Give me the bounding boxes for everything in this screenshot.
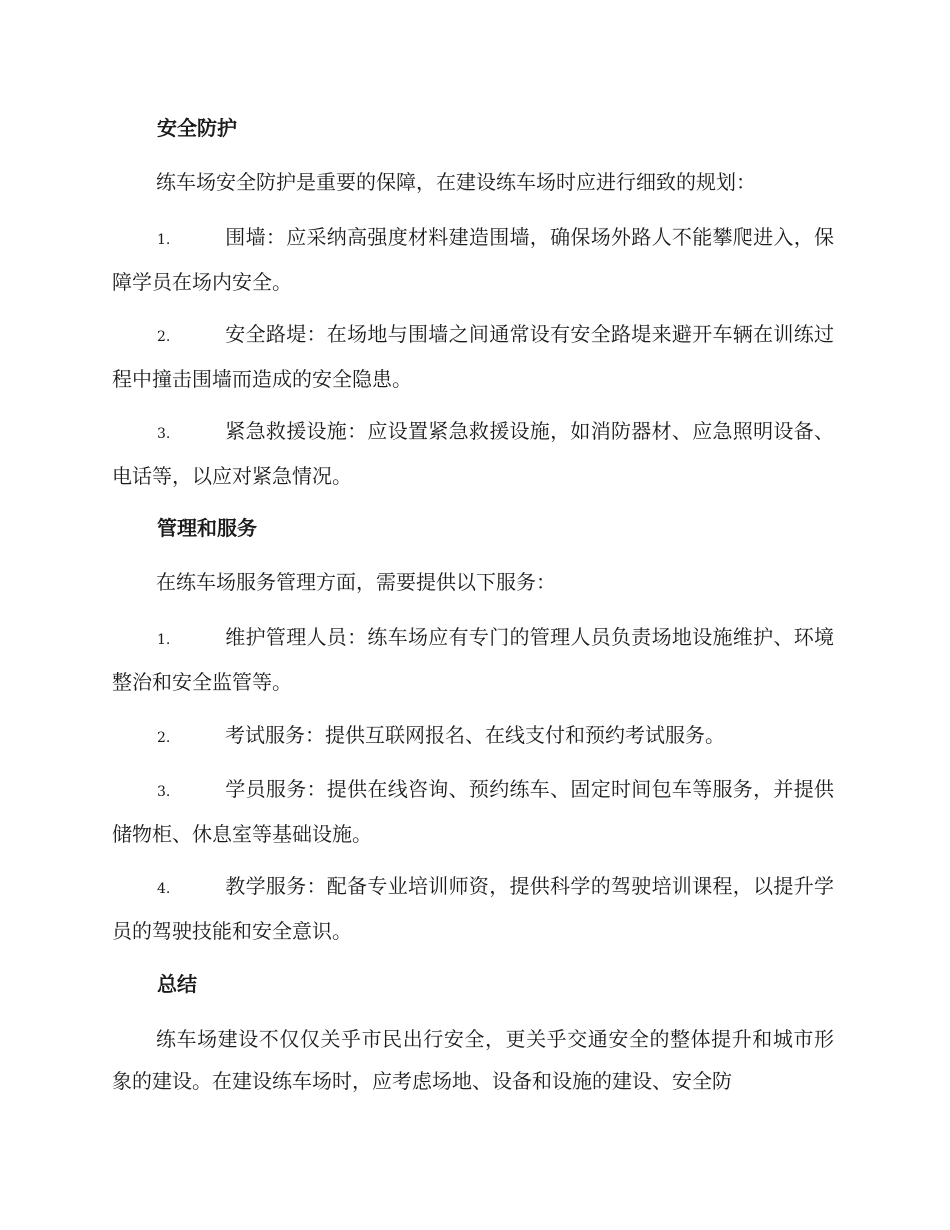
list-item-text: 围墙：应采纳高强度材料建造围墙，确保场外路人不能攀爬进入，保障学员在场内安全。 (112, 225, 834, 294)
list-item-text: 教学服务：配备专业培训师资，提供科学的驾驶培训课程，以提升学员的驾驶技能和安全意识。 (112, 874, 834, 943)
list-item-text: 考试服务：提供互联网报名、在线支付和预约考试服务。 (225, 723, 725, 747)
service-list-item (112, 768, 834, 855)
safety-list-item (112, 410, 834, 497)
service-list-item (112, 714, 834, 759)
list-item-text: 安全路堤：在场地与围墙之间通常设有安全路堤来避开车辆在训练过程中撞击围墙而造成的安全隐患。 (112, 322, 834, 391)
list-item-text: 紧急救援设施：应设置紧急救援设施，如消防器材、应急照明设备、电话等，以应对紧急情况。 (112, 419, 834, 488)
list-item-text: 维护管理人员：练车场应有专门的管理人员负责场地设施维护、环境整治和安全监管等。 (112, 625, 834, 694)
list-number: 3. (157, 784, 171, 800)
safety-list-item (112, 216, 834, 303)
service-intro-paragraph: 在练车场服务管理方面，需要提供以下服务： (156, 570, 556, 594)
list-number: 2. (157, 730, 171, 746)
list-number: 1. (157, 632, 171, 648)
list-number: 3. (157, 426, 171, 442)
heading-service: 管理和服务 (157, 516, 257, 540)
heading-summary: 总结 (157, 972, 197, 996)
safety-list-item (112, 313, 834, 400)
service-list-item (112, 865, 834, 952)
service-list-item (112, 616, 834, 703)
list-item-text: 学员服务：提供在线咨询、预约练车、固定时间包车等服务，并提供储物柜、休息室等基础设施。 (112, 777, 834, 846)
list-number: 2. (157, 329, 171, 345)
summary-paragraph: 练车场建设不仅仅关乎市民出行安全，更关乎交通安全的整体提升和城市形象的建设。在建设练车场时，应考虑场地、设备和设施的建设、安全防 (112, 1027, 834, 1093)
list-number: 1. (157, 232, 171, 248)
heading-safety: 安全防护 (157, 116, 237, 140)
safety-intro-paragraph: 练车场安全防护是重要的保障，在建设练车场时应进行细致的规划： (156, 170, 756, 194)
list-number: 4. (157, 881, 171, 897)
